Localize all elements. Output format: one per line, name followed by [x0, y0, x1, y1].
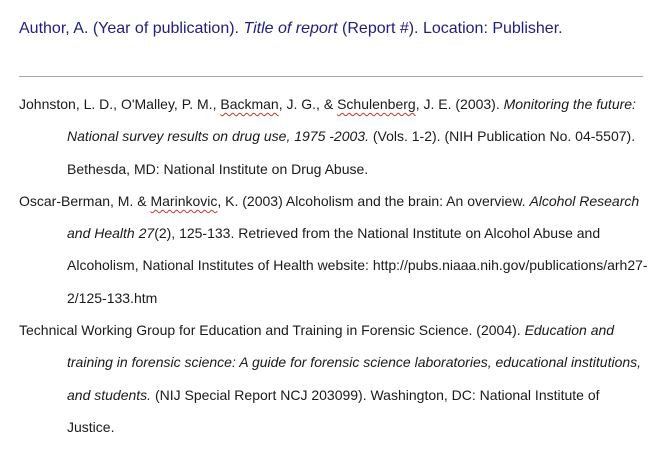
ref-journal: Alcohol Research and Health 27	[67, 192, 640, 242]
format-title: Title of report	[243, 20, 338, 37]
ref-details: (NIJ Special Report NCJ 203099). Washington, DC: National Institute of Justice.	[67, 386, 600, 435]
ref-title: Education and training in forensic science: A guide for forensic science laboratories, educational institutions, and students.	[67, 322, 642, 403]
reference-list	[19, 88, 649, 443]
ref-year-title: , K. (2003) Alcoholism and the brain: An overview.	[217, 192, 530, 209]
ref-authors: Johnston, L. D., O'Malley, P. M.,	[19, 96, 221, 112]
reference-item	[19, 185, 649, 314]
ref-details: (2), 125-133. Retrieved from the National Institute on Alcohol Abuse and Alcoholism, National Institutes of Health website: http://pubs.niaaa.nih.gov/publications/arh27-2/125-133.htm	[67, 225, 648, 306]
ref-year: , J. E. (2003).	[415, 96, 504, 112]
ref-title: Monitoring the future: National survey results on drug use, 1975 -2003.	[67, 96, 636, 145]
ref-authors: , J. G., &	[278, 96, 338, 112]
ref-authors: Oscar-Berman, M. &	[19, 192, 151, 209]
format-rest: (Report #). Location: Publisher.	[342, 20, 563, 37]
spellcheck-word[interactable]: Schulenberg	[337, 96, 416, 112]
spellcheck-word[interactable]: Backman	[220, 96, 279, 112]
reference-item	[19, 314, 649, 443]
format-author: Author, A. (Year of publication).	[19, 20, 239, 37]
format-example	[19, 18, 563, 40]
ref-authors: Technical Working Group for Education and Training in Forensic Science. (2004).	[19, 322, 525, 339]
ref-details: (Vols. 1-2). (NIH Publication No. 04-5507). Bethesda, MD: National Institute on Drug Abuse.	[67, 128, 636, 177]
divider-line	[19, 76, 643, 77]
spellcheck-word[interactable]: Marinkovic	[150, 192, 218, 209]
reference-item	[19, 88, 649, 185]
